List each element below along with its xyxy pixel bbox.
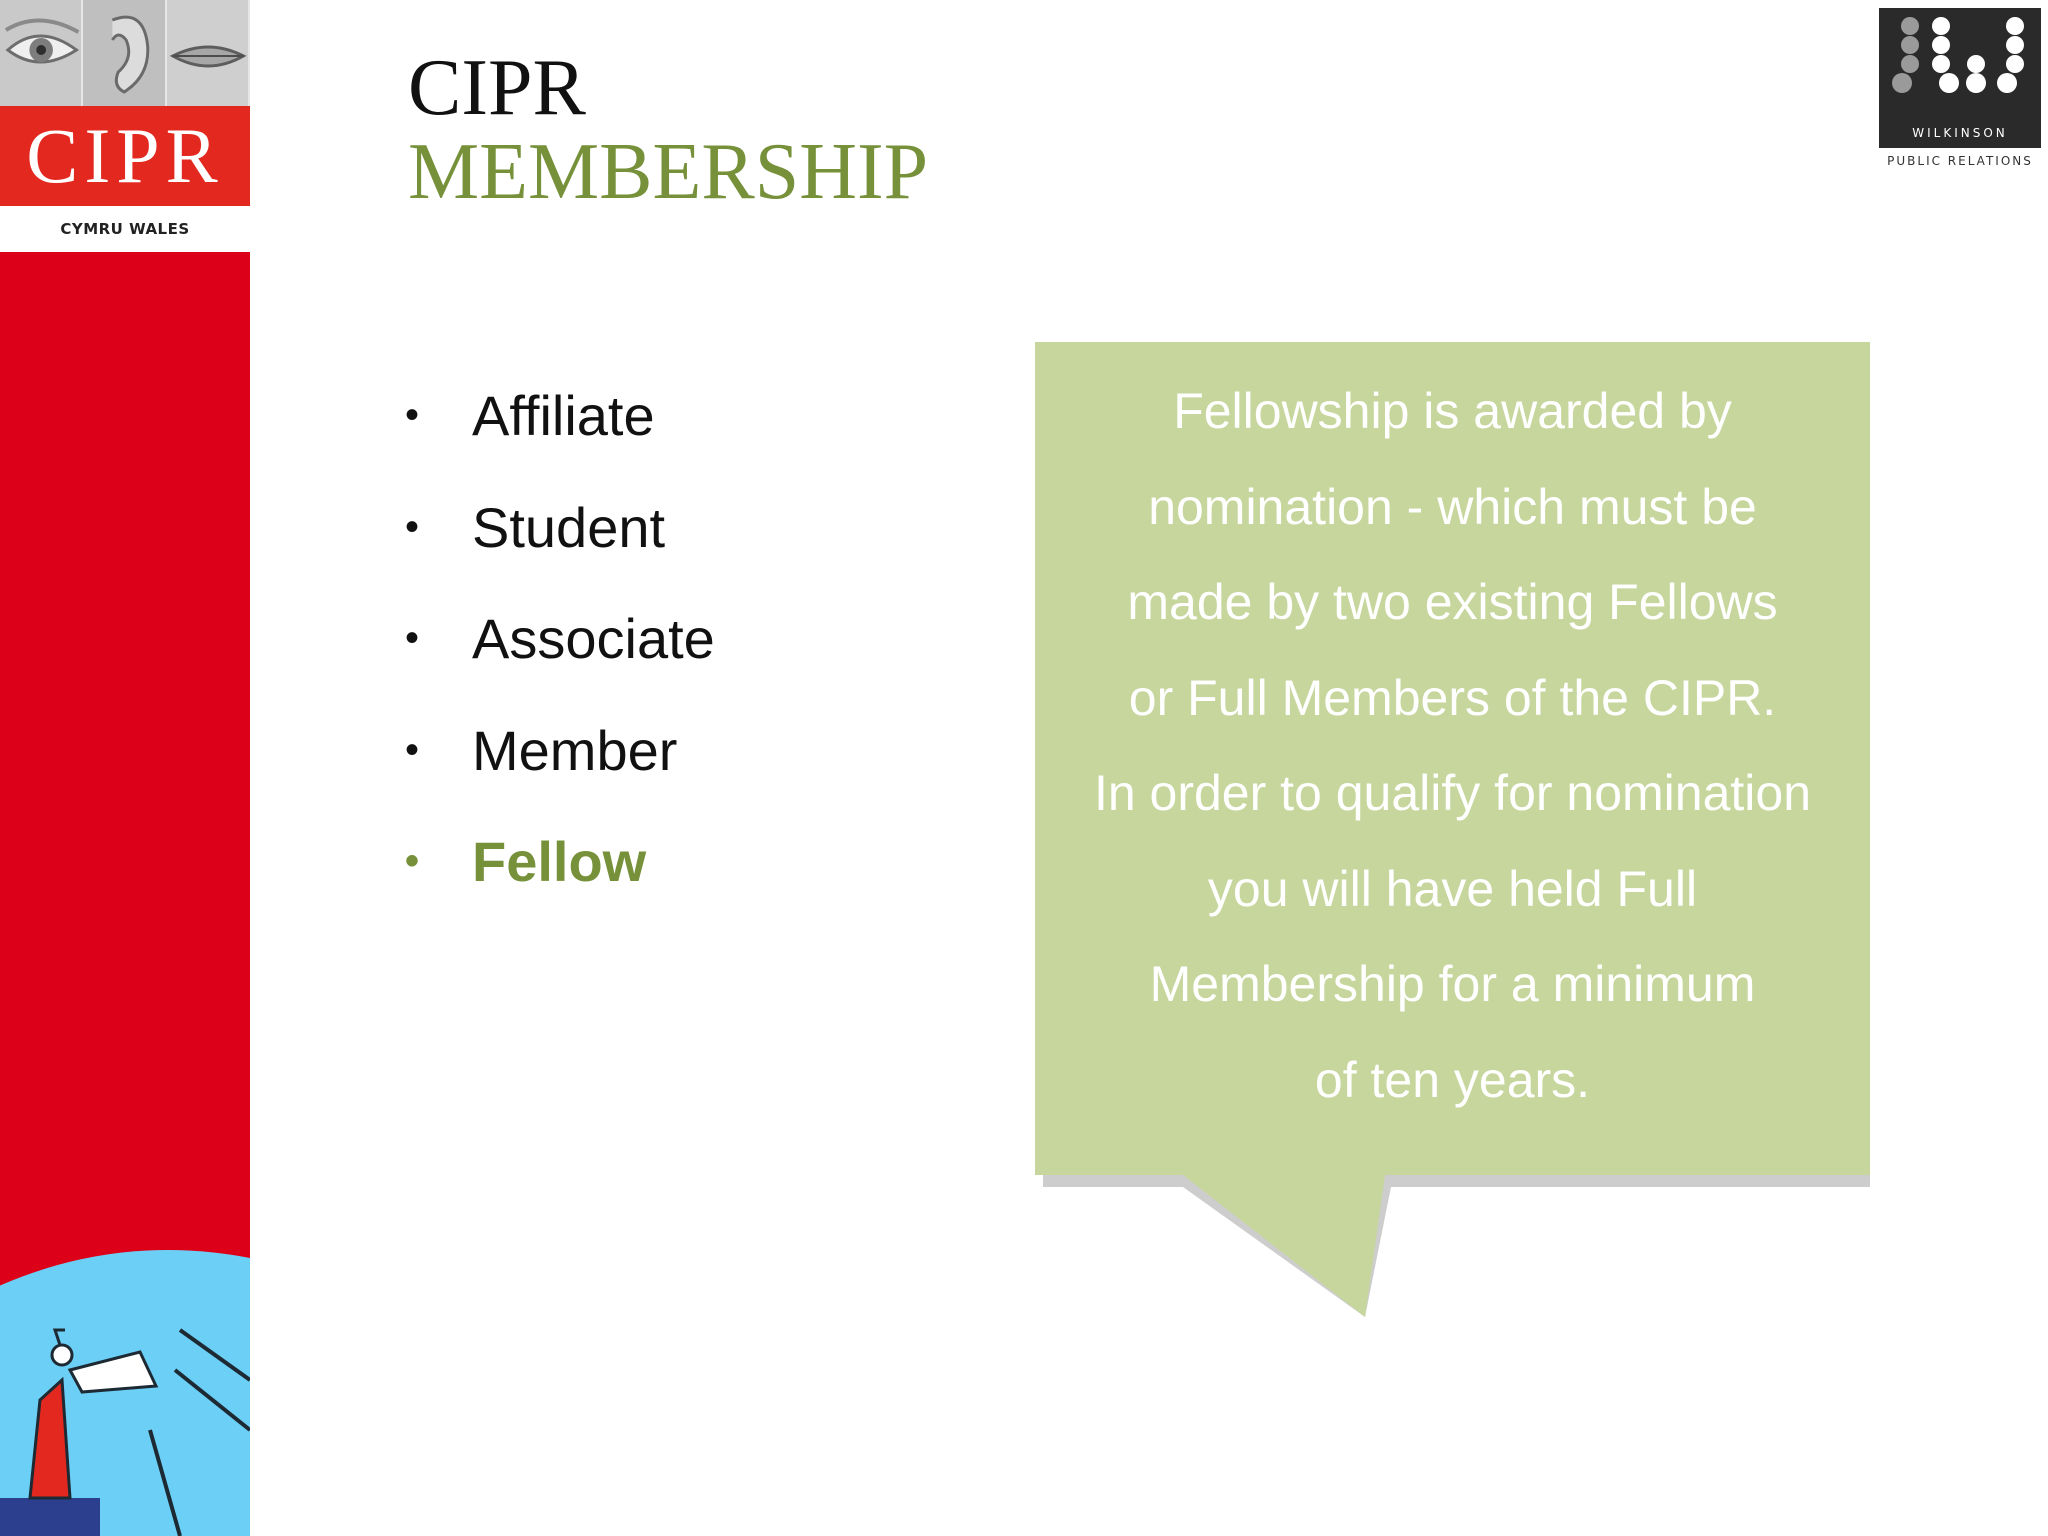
list-item-associate xyxy=(405,583,715,695)
membership-levels-list xyxy=(405,360,715,918)
eye-image xyxy=(0,0,83,106)
list-item-label: Fellow xyxy=(472,830,647,894)
cymru-wales-text: CYMRU WALES xyxy=(60,220,190,238)
callout-text xyxy=(1035,364,1870,1128)
wilkinson-subtitle: PUBLIC RELATIONS xyxy=(1887,154,2033,168)
title-line-membership: MEMBERSHIP xyxy=(408,128,929,216)
list-item-label: Member xyxy=(472,718,678,782)
bullet-icon: • xyxy=(405,393,420,438)
callout-line: you will have held Full xyxy=(1207,860,1698,917)
callout-line: or Full Members of the CIPR. xyxy=(1128,669,1777,726)
callout-line: Fellowship is awarded by xyxy=(1173,383,1732,439)
fellowship-callout xyxy=(1035,342,1870,1317)
wilkinson-name: WILKINSON xyxy=(1912,126,2008,140)
wilkinson-logo-mark xyxy=(1879,8,2041,148)
list-item-affiliate xyxy=(405,360,715,472)
cipr-logo-text: CIPR xyxy=(26,112,224,199)
bullet-icon: • xyxy=(405,727,420,772)
dots-mark-icon xyxy=(1879,8,2041,128)
bullet-icon: • xyxy=(405,839,420,884)
face-photo-strip xyxy=(0,0,250,106)
callout-line: nomination - which must be xyxy=(1148,478,1757,535)
list-item-member xyxy=(405,695,715,807)
telescope-illustration xyxy=(0,1180,250,1536)
mouth-image xyxy=(167,0,250,106)
list-item-label: Associate xyxy=(472,607,715,671)
callout-line: made by two existing Fellows xyxy=(1127,574,1778,630)
cipr-banner xyxy=(0,0,250,1536)
callout-line: In order to qualify for nomination xyxy=(1093,765,1812,821)
list-item-student xyxy=(405,472,715,584)
callout-line: of ten years. xyxy=(1314,1051,1591,1108)
cymru-wales-label xyxy=(0,206,250,252)
title-line-cipr: CIPR xyxy=(408,44,586,132)
bullet-icon: • xyxy=(405,504,420,549)
list-item-label: Student xyxy=(472,495,666,559)
ear-image xyxy=(83,0,166,106)
wilkinson-logo xyxy=(1879,8,2041,168)
list-item-label: Affiliate xyxy=(472,384,655,448)
page-title xyxy=(408,44,929,216)
callout-line: Membership for a minimum xyxy=(1149,956,1756,1012)
list-item-fellow xyxy=(405,806,715,918)
bullet-icon: • xyxy=(405,616,420,661)
cipr-logo xyxy=(0,106,250,206)
